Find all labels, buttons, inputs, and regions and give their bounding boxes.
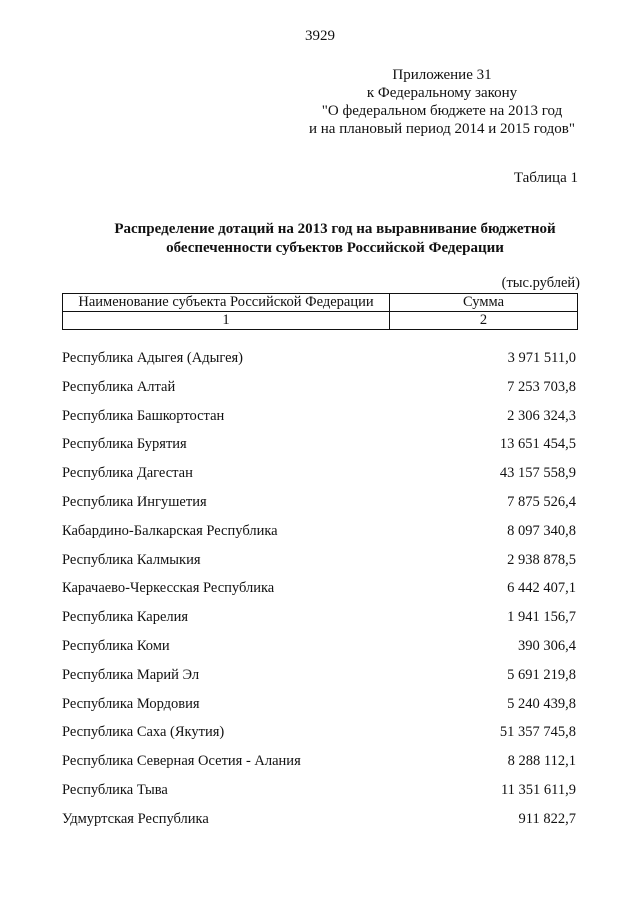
- appendix-line: к Федеральному закону: [366, 85, 518, 101]
- region-name: Кабардино-Балкарская Республика: [62, 522, 278, 539]
- subsidy-amount: 11 351 611,9: [500, 781, 576, 798]
- table-row: [62, 753, 576, 782]
- table-row: [62, 350, 576, 379]
- subsidy-amount: 51 357 745,8: [499, 724, 576, 741]
- appendix-line: Приложение 31: [392, 67, 492, 83]
- column-number-sum: 2: [390, 312, 578, 330]
- subsidy-amount: 3 971 511,0: [507, 350, 576, 366]
- column-number-name: 1: [63, 312, 390, 330]
- region-name: Республика Коми: [62, 637, 170, 654]
- table-label: Таблица 1: [513, 170, 578, 186]
- subsidy-amount: 7 875 526,4: [507, 493, 576, 510]
- region-name: Республика Саха (Якутия): [62, 724, 225, 741]
- region-name: Республика Алтай: [62, 378, 176, 395]
- region-name: Удмуртская Республика: [62, 810, 209, 827]
- units-label: (тыс.рублей): [501, 275, 580, 291]
- table-row: [62, 552, 576, 581]
- document-heading: [0, 220, 640, 258]
- table-row: [62, 724, 576, 753]
- table-row: [62, 379, 576, 408]
- table-row: [62, 811, 576, 840]
- subsidy-amount: 5 691 219,8: [507, 666, 576, 683]
- table-row: [62, 638, 576, 667]
- table-row: [62, 494, 576, 523]
- region-name: Республика Ингушетия: [62, 493, 207, 510]
- region-name: Республика Карелия: [62, 609, 189, 626]
- region-name: Республика Калмыкия: [62, 551, 201, 568]
- region-name: Республика Дагестан: [62, 465, 193, 482]
- region-name: Республика Башкортостан: [62, 407, 225, 424]
- subsidy-amount: 6 442 407,1: [507, 580, 576, 597]
- table-header: [62, 293, 578, 330]
- heading-line: обеспеченности субъектов Российской Федерации: [166, 240, 504, 256]
- appendix-line: "О федеральном бюджете на 2013 год: [321, 103, 563, 119]
- table-row: [62, 436, 576, 465]
- subsidy-amount: 5 240 439,8: [507, 695, 576, 712]
- heading-line: Распределение дотаций на 2013 год на выравнивание бюджетной: [114, 221, 556, 237]
- subsidy-amount: 43 157 558,9: [499, 465, 576, 482]
- region-name: Республика Марий Эл: [62, 666, 200, 683]
- subsidy-amount: 390 306,4: [518, 637, 576, 654]
- page-number: 3929: [305, 28, 335, 44]
- table-row: [62, 580, 576, 609]
- table-row: [62, 465, 576, 494]
- region-name: Республика Мордовия: [62, 695, 200, 712]
- subsidy-amount: 2 306 324,3: [507, 407, 576, 424]
- subsidy-amount: 1 941 156,7: [507, 609, 576, 626]
- table-row: [62, 782, 576, 811]
- region-name: Карачаево-Черкесская Республика: [62, 580, 275, 597]
- subsidy-amount: 13 651 454,5: [499, 436, 576, 453]
- region-name: Республика Адыгея (Адыгея): [62, 350, 244, 366]
- subsidy-amount: 8 288 112,1: [507, 753, 576, 770]
- subsidy-amount: 2 938 878,5: [507, 551, 576, 568]
- region-name: Республика Бурятия: [62, 436, 187, 453]
- subsidy-amount: 8 097 340,8: [507, 522, 576, 539]
- subsidy-amount: 911 822,7: [518, 810, 576, 827]
- appendix-reference: [282, 66, 602, 138]
- table-row: [62, 408, 576, 437]
- subsidy-amount: 7 253 703,8: [507, 378, 576, 395]
- region-name: Республика Северная Осетия - Алания: [62, 753, 301, 770]
- column-header-sum: Сумма: [390, 294, 578, 312]
- table-row: [62, 667, 576, 696]
- column-header-name: Наименование субъекта Российской Федерации: [63, 294, 390, 312]
- table-row: [62, 609, 576, 638]
- header-row: [63, 294, 578, 312]
- table-body: [62, 350, 576, 840]
- column-number-row: [63, 312, 578, 330]
- table-row: [62, 523, 576, 552]
- region-name: Республика Тыва: [62, 781, 168, 798]
- appendix-line: и на плановый период 2014 и 2015 годов": [309, 121, 575, 137]
- table-row: [62, 696, 576, 725]
